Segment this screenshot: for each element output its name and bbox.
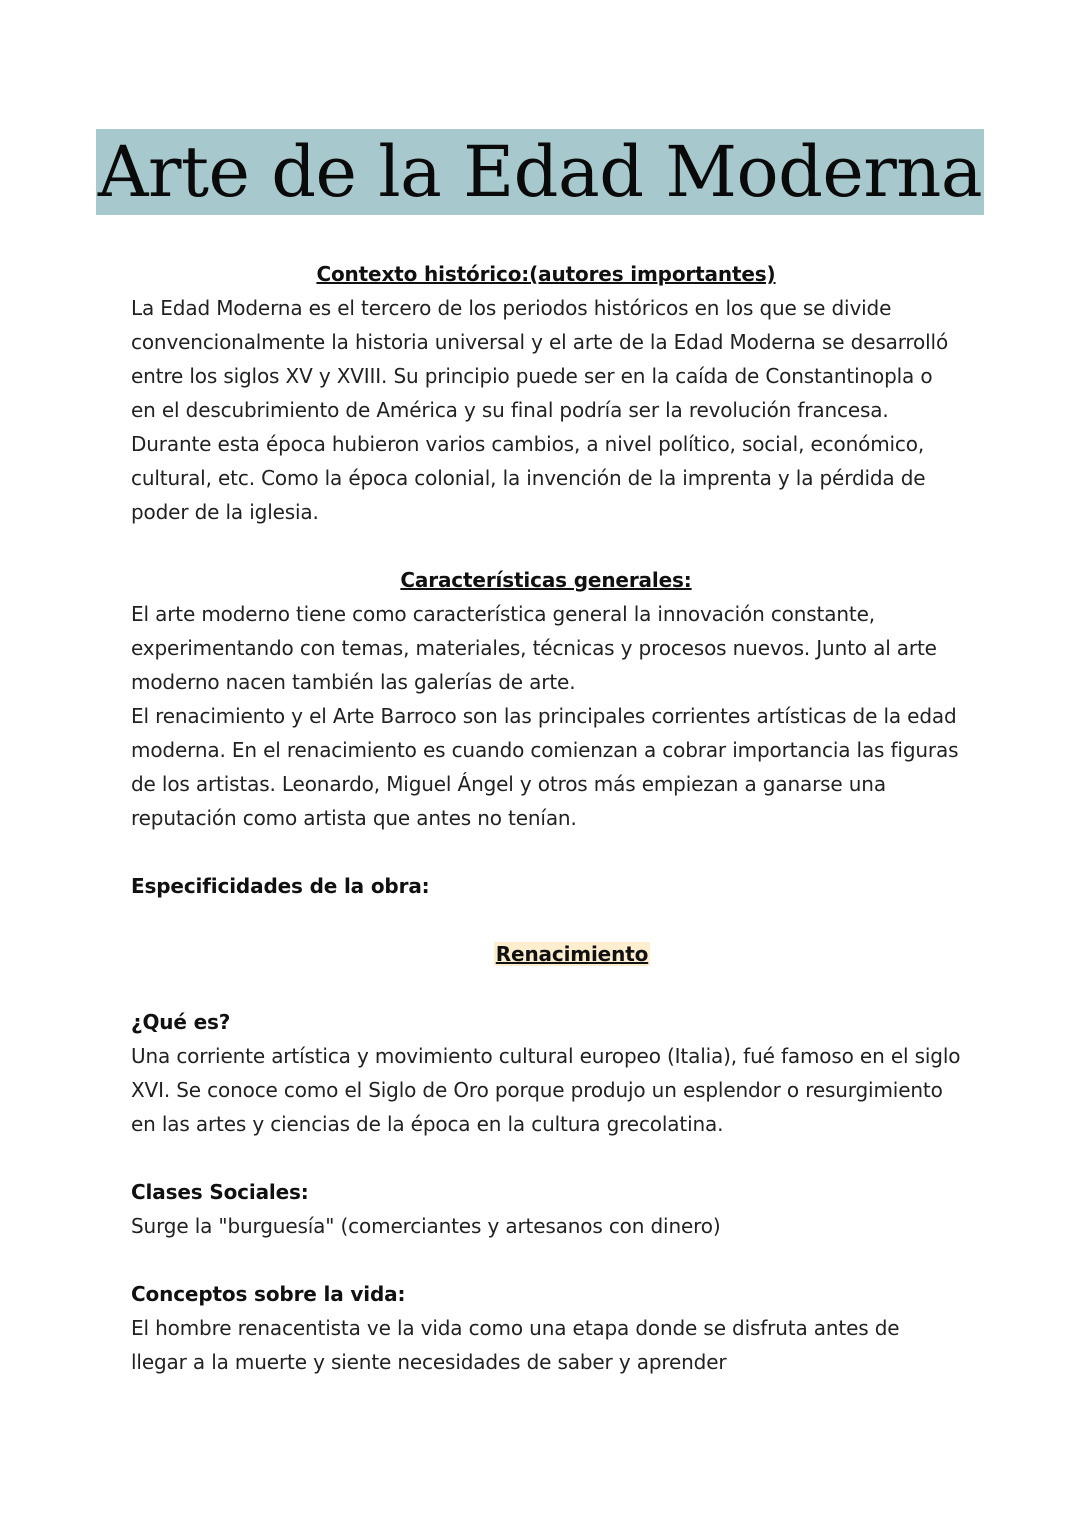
caracteristicas-paragraph-2: El renacimiento y el Arte Barroco son las principales corrientes artísticas de la edad moderna. En el renacimiento es cuando comienzan a cobrar importancia las figuras de los artistas. Leonardo, Miguel Ángel y otros más empiezan a ganarse una reputación como artista que antes no tenían. [131,704,959,830]
caracteristicas-paragraph-1: El arte moderno tiene como característica general la innovación constante, experimentando con temas, materiales, técnicas y procesos nuevos. Junto al arte moderno nacen también las galerías de arte. [131,602,937,694]
spacer [131,971,961,1005]
clases-sociales-label: Clases Sociales: [131,1180,309,1204]
caracteristicas-heading: Características generales: [400,568,692,592]
spacer [131,835,961,869]
title-container [0,129,1080,215]
clases-sociales-text: Surge la "burguesía" (comerciantes y artesanos con dinero) [131,1214,721,1238]
que-es-text: Una corriente artística y movimiento cultural europeo (Italia), fué famoso en el siglo XVI. Se conoce como el Siglo de Oro porque produjo un esplendor o resurgimiento en las artes y ciencias de la época en la cultura grecolatina. [131,1044,961,1136]
conceptos-vida-text: El hombre renacentista ve la vida como una etapa donde se disfruta antes de llegar a la muerte y siente necesidades de saber y aprender [131,1316,900,1374]
document-body [131,257,961,1379]
que-es-label: ¿Qué es? [131,1010,231,1034]
spacer [131,529,961,563]
page-title: Arte de la Edad Moderna [97,131,983,213]
renacimiento-heading: Renacimiento [495,942,649,966]
spacer [131,1141,961,1175]
contexto-paragraph-2: Durante esta época hubieron varios cambios, a nivel político, social, económico, cultural, etc. Como la época colonial, la invención de la imprenta y la pérdida de poder de la iglesia. [131,432,926,524]
especificidades-label: Especificidades de la obra: [131,874,430,898]
conceptos-vida-label: Conceptos sobre la vida: [131,1282,406,1306]
spacer [131,903,961,937]
contexto-paragraph-1: La Edad Moderna es el tercero de los periodos históricos en los que se divide convencionalmente la historia universal y el arte de la Edad Moderna se desarrolló entre los siglos XV y XVIII. Su principio puede ser en la caída de Constantinopla o en el descubrimiento de América y su final podría ser la revolución francesa. [131,296,949,422]
contexto-heading: Contexto histórico:(autores importantes) [316,262,776,286]
renacimiento-heading-container [131,937,961,971]
spacer [131,1243,961,1277]
